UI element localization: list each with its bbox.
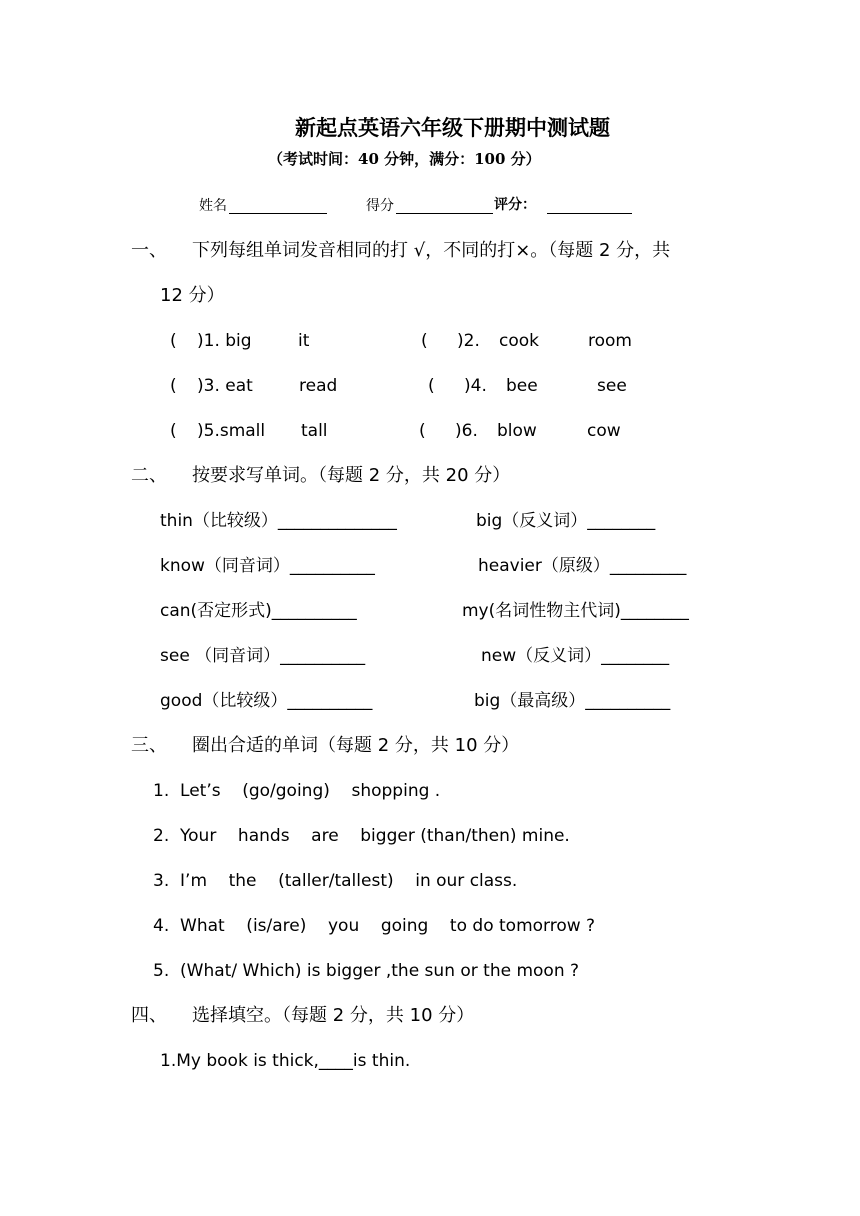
word: it <box>298 331 310 351</box>
section3-number: 三、 <box>131 735 167 756</box>
section2-instruction: 按要求写单词。（每题 2 分，共 20 分） <box>192 465 511 486</box>
section2-number: 二、 <box>131 465 167 486</box>
item-label: )2. <box>457 331 480 351</box>
answer-paren[interactable]: ( <box>170 331 177 351</box>
name-label: 姓名 <box>199 198 227 214</box>
word: read <box>299 376 338 396</box>
answer-paren[interactable]: ( <box>419 421 426 441</box>
section2-item-left: thin（比较级）______________ <box>160 511 397 531</box>
answer-paren[interactable]: ( <box>170 376 177 396</box>
answer-paren[interactable]: ( <box>428 376 435 396</box>
item-label: )6. <box>455 421 478 441</box>
word: cook <box>499 331 539 351</box>
section1-instruction: 下列每组单词发音相同的打 √，不同的打×。（每题 2 分，共 <box>192 240 671 261</box>
grade-label: 评分： <box>494 197 536 213</box>
word: room <box>588 331 632 351</box>
section1-number: 一、 <box>131 240 167 261</box>
word: tall <box>301 421 328 441</box>
word: bee <box>506 376 538 396</box>
section2-item-right: new（反义词）________ <box>481 646 670 666</box>
section1-instruction-cont: 12 分） <box>160 285 225 306</box>
section4-item: 1.My book is thick,____is thin. <box>160 1051 411 1071</box>
exam-info: （考试时间：40 分钟，满分：100 分） <box>268 150 541 168</box>
section4-number: 四、 <box>131 1005 167 1026</box>
word: blow <box>497 421 537 441</box>
score-label: 得分 <box>366 198 394 214</box>
section3-item: 3. I’m the (taller/tallest) in our class. <box>153 871 518 891</box>
section3-item: 2. Your hands are bigger (than/then) mine. <box>153 826 570 846</box>
section3-item: 4. What (is/are) you going to do tomorrow ? <box>153 916 596 936</box>
answer-paren[interactable]: ( <box>170 421 177 441</box>
name-blank[interactable] <box>229 213 327 214</box>
item-label: )4. <box>464 376 487 396</box>
section3-item: 5. (What/ Which) is bigger ,the sun or the moon ? <box>153 961 580 981</box>
section3-item: 1. Let’s (go/going) shopping . <box>153 781 441 801</box>
section2-item-right: big（反义词）________ <box>476 511 656 531</box>
score-blank[interactable] <box>396 213 493 214</box>
item-label: )5.small <box>197 421 266 441</box>
section3-instruction: 圈出合适的单词（每题 2 分，共 10 分） <box>192 735 520 756</box>
section2-item-left: know（同音词）__________ <box>160 556 375 576</box>
section2-item-left: good（比较级）__________ <box>160 691 373 711</box>
item-label: )1. big <box>197 331 252 351</box>
answer-paren[interactable]: ( <box>421 331 428 351</box>
word: see <box>597 376 627 396</box>
section2-item-right: big（最高级）__________ <box>474 691 671 711</box>
word: cow <box>587 421 621 441</box>
section2-item-right: heavier（原级）_________ <box>478 556 687 576</box>
page-title: 新起点英语六年级下册期中测试题 <box>295 115 610 140</box>
grade-blank[interactable] <box>547 213 632 214</box>
section2-item-left: can(否定形式)__________ <box>160 601 357 621</box>
section2-item-right: my(名词性物主代词)________ <box>462 601 689 621</box>
item-label: )3. eat <box>197 376 253 396</box>
section4-instruction: 选择填空。（每题 2 分，共 10 分） <box>192 1005 475 1026</box>
section2-item-left: see （同音词）__________ <box>160 646 366 666</box>
